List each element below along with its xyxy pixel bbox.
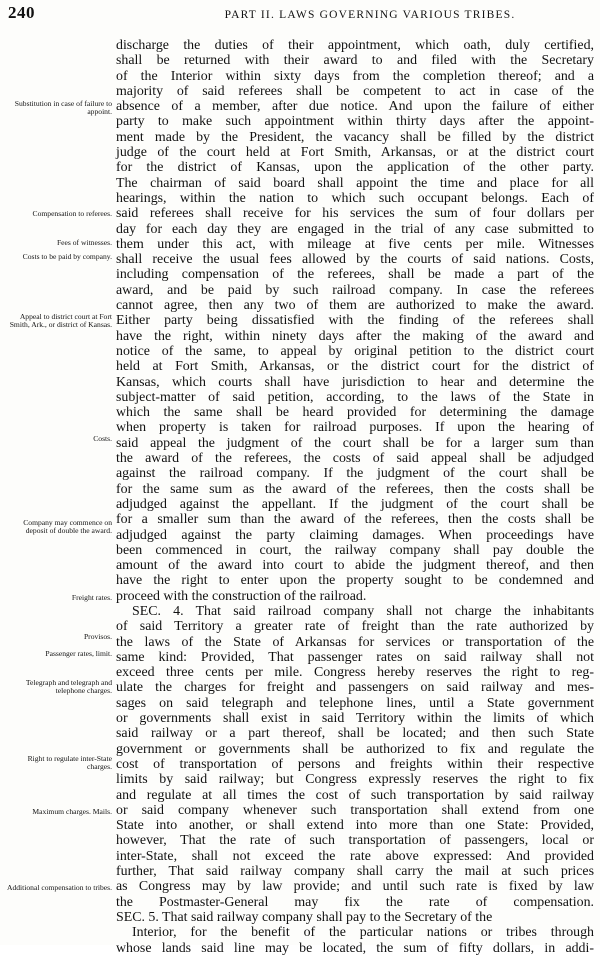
body-line: cost of transportation of persons and freights within their respective (116, 756, 594, 772)
margin-note: Provisos. (83, 632, 112, 641)
body-line: of the Interior within sixty days from the completion thereof; and a (116, 68, 594, 84)
body-line: for a smaller sum than the award of the referees, then the costs shall be (116, 512, 594, 528)
body-line: The chairman of said board shall appoint the time and place for all (116, 175, 594, 191)
body-line: limits by said railway; but Congress expressly reserves the right to fix (116, 772, 594, 788)
body-line: hearings, within the nation to which such occupant belongs. Each of (116, 190, 594, 206)
body-line: and regulate at all times the cost of such transportation by said railway (116, 787, 594, 803)
body-line: the laws of the State of Arkansas for services or transportation of the (116, 634, 594, 650)
body-line: further, That said railway company shall carry the mail at such prices (116, 864, 594, 880)
body-line: ulate the charges for freight and passengers on said railway and mes- (116, 680, 594, 696)
body-line: SEC. 5. That said railway company shall pay to the Secretary of the (116, 909, 493, 925)
body-line: including compensation of the referees, shall be made a part of the (116, 267, 594, 283)
margin-note: Additional compensation to tribes. (6, 883, 112, 892)
body-line: Kansas, which courts shall have jurisdiction to hear and determine the (116, 374, 594, 390)
body-line: Either party being dissatisfied with the finding of the referees shall (116, 313, 594, 329)
body-line: whose lands said line may be located, the sum of fifty dollars, in addi- (116, 940, 594, 956)
section-start-line: SEC. 4. That said railroad company shall not charge the inhabitants (132, 603, 594, 619)
body-line: have the right to enter upon the property sought to be condemned and (116, 573, 594, 589)
body-line: discharge the duties of their appointment, which oath, duly certified, (116, 38, 594, 53)
body-line: them under this act, with mileage at five cents per mile. Witnesses (116, 236, 594, 252)
body-line: cannot agree, then any two of them are authorized to make the award. (116, 298, 594, 314)
body-line: have the right, within ninety days after the making of the award and (116, 328, 594, 344)
body-line: or governments shall exist in said Territory within the limits of which (116, 711, 594, 727)
body-line: said appeal the judgment of the court shall be for a larger sum than (116, 435, 594, 451)
body-line: adjudged against the party claiming damages. When proceedings have (116, 527, 594, 543)
body-line: notice of the same, to appeal by original petition to the district court (116, 343, 594, 359)
body-line: shall receive the usual fees allowed by the courts of said nations. Costs, (116, 252, 594, 268)
running-head: PART II. LAWS GOVERNING VARIOUS TRIBES. (224, 9, 516, 21)
body-line: judge of the court held at Fort Smith, Arkansas, or at the district court (116, 145, 594, 161)
body-line: day for each day they are engaged in the trial of any case submitted to (116, 221, 594, 237)
body-line: said railway or a part thereof, shall be located; and then such State (116, 726, 594, 742)
margin-note: Freight rates. (71, 593, 112, 602)
page-number: 240 (8, 3, 35, 22)
body-line: been commenced in court, the railway company shall pay double the (116, 542, 594, 558)
body-line: exceed three cents per mile. Congress hereby reserves the right to reg- (116, 665, 594, 681)
body-line: absence of a member, after due notice. And upon the failure of either (116, 99, 594, 115)
body-line: ment made by the President, the vacancy shall be filled by the district (116, 129, 594, 145)
body-line: proceed with the construction of the railroad. (116, 588, 367, 604)
margin-note: Passenger rates, limit. (45, 649, 112, 658)
section-start-line: Interior, for the benefit of the particular nations or tribes through (132, 925, 594, 941)
margin-note: Telegraph and telegraph and telephone charges. (25, 678, 112, 696)
margin-note: Right to regulate inter-State charges. (27, 754, 112, 772)
body-line: as Congress may by law provide; and until such rate is fixed by law (116, 879, 594, 895)
body-line: of said Territory a greater rate of freight than the rate authorized by (116, 619, 594, 635)
body-line: when property is taken for railroad purposes. If upon the hearing of (116, 420, 594, 436)
body-line: shall be returned with their award to and filed with the Secretary (116, 53, 594, 69)
body-line: same kind: Provided, That passenger rates on said railway shall not (116, 649, 594, 665)
body-text (116, 38, 594, 956)
margin-note: Company may commence on deposit of double the award. (23, 518, 112, 536)
body-line: for the same sum as the award of the referees, then the costs shall be (116, 481, 594, 497)
body-line: adjudged against the appellant. If the judgment of the court shall be (116, 496, 594, 512)
body-line: subject-matter of said petition, according, to the laws of the State in (116, 389, 594, 405)
body-line: held at Fort Smith, Arkansas, or the district court for the district of (116, 359, 594, 375)
body-line: for the district of Kansas, upon the application of the other party. (116, 160, 594, 176)
body-line: State into another, or shall extend into more than one State: Provided, (116, 818, 594, 834)
body-line: against the railroad company. If the judgment of the court shall be (116, 466, 594, 482)
body-line: sages on said telegraph and telephone lines, until a State government (116, 695, 594, 711)
body-line: the Postmaster-General may fix the rate of compensation. (116, 894, 594, 910)
body-line: government or governments shall be authorized to fix and regulate the (116, 741, 594, 757)
body-line: award, and be paid by such railroad company. In case the referees (116, 282, 594, 298)
body-line: the award of the referees, the costs of said appeal shall be adjudged (116, 451, 594, 467)
body-line: or said company whenever such transportation shall extend from one (116, 802, 594, 818)
margin-note: Substitution in case of failure to appoint. (14, 99, 112, 117)
margin-note: Fees of witnesses. (56, 238, 112, 247)
body-line: inter-State, shall not exceed the rate above expressed: And provided (116, 848, 594, 864)
margin-note: Costs to be paid by company. (22, 252, 112, 261)
body-line: party to make such appointment within thirty days after the appoint- (116, 114, 594, 130)
body-line: said referees shall receive for his services the sum of four dollars per (116, 206, 594, 222)
margin-note: Compensation to referees. (32, 209, 112, 218)
body-line: however, That the rate of such transportation of passengers, local or (116, 833, 594, 849)
body-line: majority of said referees shall be competent to act in case of the (116, 83, 594, 99)
body-line: amount of the award into court to abide the judgment thereof, and then (116, 558, 594, 574)
margin-note: Costs. (93, 434, 112, 443)
margin-note: Maximum charges. Mails. (32, 807, 112, 816)
margin-note: Appeal to district court at Fort Smith, Ark., or district of Kansas. (9, 312, 112, 330)
body-line: which the same shall be heard provided for determining the damage (116, 405, 594, 421)
